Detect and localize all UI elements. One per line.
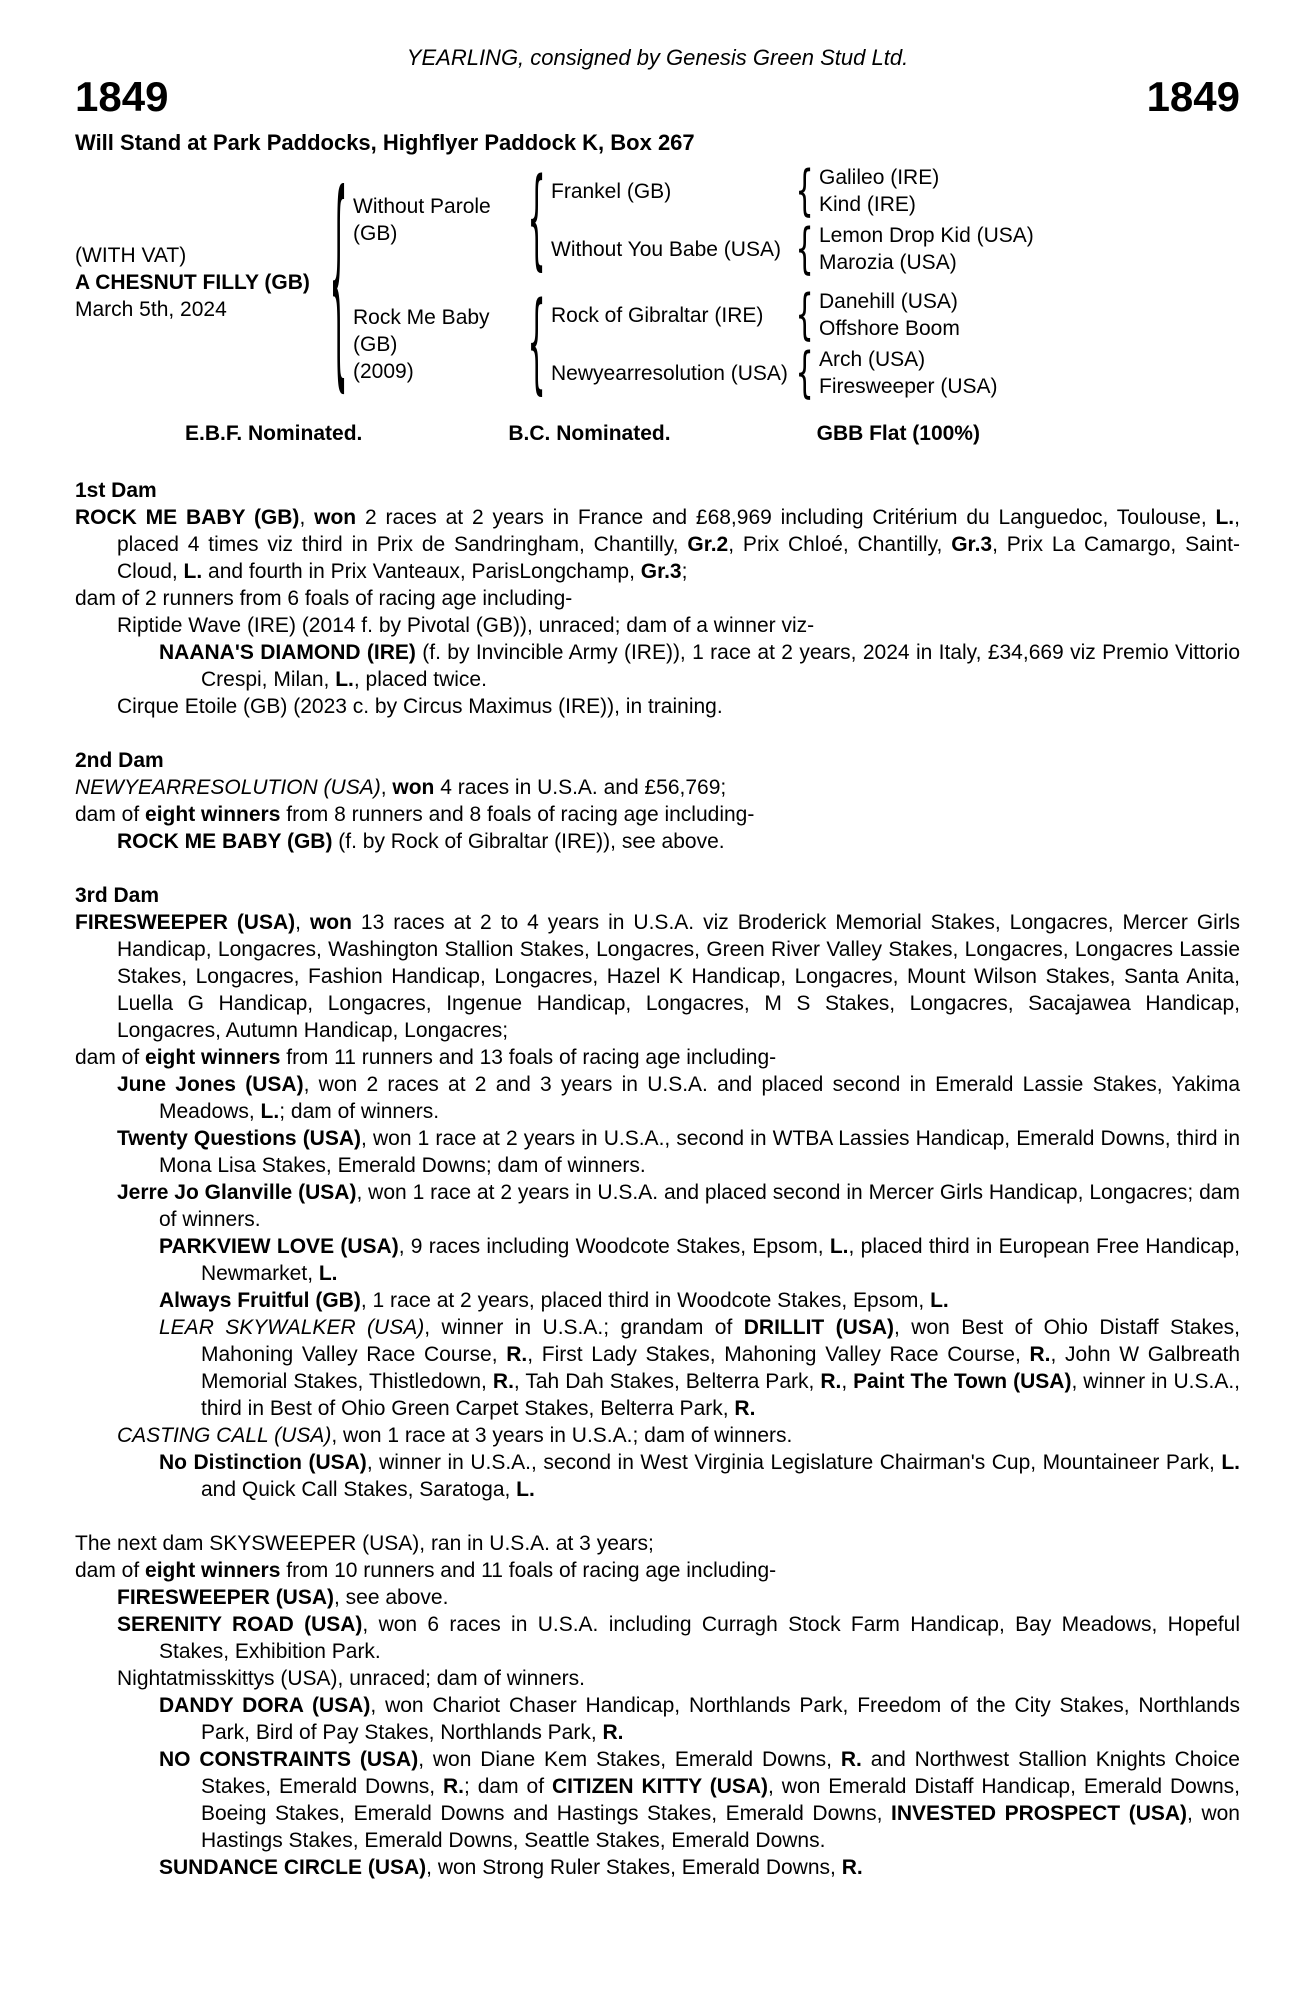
text-run: SUNDANCE CIRCLE (USA) (159, 1856, 427, 1880)
text-run: from 8 runners and 8 foals of racing age including- (280, 803, 755, 827)
text-run: won (314, 506, 357, 530)
text-run: , placed third in European Free Handicap, Newmarket, (201, 1235, 1240, 1286)
text-run: L. (318, 1262, 338, 1286)
text-run: dam of (75, 1559, 146, 1583)
pedigree-paragraph (75, 1530, 1240, 1557)
text-run: 4 races in U.S.A. and £56,769; (434, 776, 727, 800)
text-run: from 10 runners and 11 foals of racing age including- (280, 1559, 777, 1583)
text-run: ; dam of winners. (279, 1100, 440, 1124)
text-run: , Tah Dah Stakes, Belterra Park, (513, 1370, 821, 1394)
granddam-name: Kind (IRE) (819, 193, 916, 217)
vat-note: (WITH VAT) (75, 243, 187, 267)
text-run: L. (930, 1289, 949, 1313)
text-run: , placed 4 times viz third in Prix de Sandringham, Chantilly, (117, 506, 1240, 557)
text-run: eight winners (145, 803, 281, 827)
text-run: , winner in U.S.A., third in Best of Ohio Green Carpet Stakes, Belterra Park, (201, 1370, 1240, 1421)
text-run: R. (820, 1370, 842, 1394)
text-run: The next dam SKYSWEEPER (USA), ran in U.S.A. at 3 years; (75, 1532, 654, 1556)
pedigree-paragraph (75, 1233, 1240, 1287)
grandsire-name: Danehill (USA) (819, 290, 958, 314)
text-run: , Prix Chloé, Chantilly, (728, 533, 952, 557)
text-run: NEWYEARRESOLUTION (USA) (75, 776, 381, 800)
lot-number-right: 1849 (1146, 73, 1240, 120)
dam-name-text: Rock Me Baby (GB) (353, 305, 490, 356)
text-run: (f. by Invincible Army (IRE)), 1 race at 2 years, 2024 in Italy, £34,669 viz Premio Vittorio Crespi, Milan, (201, 641, 1240, 692)
text-run: R. (506, 1343, 528, 1367)
lot-number-row (75, 75, 1240, 119)
nominations-row (75, 420, 1240, 447)
text-run: eight winners (145, 1046, 281, 1070)
sire-sire-name: Frankel (GB) (551, 179, 672, 203)
text-run: Paint The Town (USA) (853, 1370, 1072, 1394)
text-run: , won Hastings Stakes, Emerald Downs, Seattle Stakes, Emerald Downs. (201, 1802, 1240, 1853)
text-run: dam of (75, 1046, 146, 1070)
text-run: Nightatmisskittys (USA), unraced; dam of winners. (117, 1667, 585, 1691)
text-run: ROCK ME BABY (GB) (117, 830, 333, 854)
text-run: R. (841, 1856, 863, 1880)
text-run: , Prix La Camargo, Saint-Cloud, (117, 533, 1240, 584)
text-run: , placed twice. (353, 668, 487, 692)
text-run: dam of (75, 803, 146, 827)
text-run: , won Chariot Chaser Handicap, Northlands Park, Freedom of the City Stakes, Northlands Park, Bird of Pay Stakes, Northlands Park, (201, 1694, 1240, 1745)
grandsire-name: Galileo (IRE) (819, 166, 940, 190)
lot-number-left: 1849 (75, 73, 169, 120)
text-run: , (295, 911, 310, 935)
generation-tree (353, 157, 1240, 408)
text-run: dam of 2 runners from 6 foals of racing age including- (75, 587, 573, 611)
pedigree-paragraph (75, 1314, 1240, 1422)
foaling-date: March 5th, 2024 (75, 297, 227, 321)
pedigree-paragraph (75, 1125, 1240, 1179)
text-run: DRILLIT (USA) (743, 1316, 894, 1340)
dam-year: (2009) (353, 359, 414, 383)
text-run: LEAR SKYWALKER (USA) (159, 1316, 425, 1340)
pedigree-paragraph (75, 1665, 1240, 1692)
dam-sire-grandparents (819, 288, 1240, 342)
text-run: Jerre Jo Glanville (USA) (117, 1181, 357, 1205)
text-run: PARKVIEW LOVE (USA) (159, 1235, 399, 1259)
text-run: , John W Galbreath Memorial Stakes, Thistledown, (201, 1343, 1240, 1394)
text-run: eight winners (145, 1559, 281, 1583)
sire-dam-grandparents (819, 222, 1240, 276)
dam-brace (523, 281, 551, 408)
text-run: , winner in U.S.A., second in West Virginia Legislature Chairman's Cup, Mountaineer Park, (366, 1451, 1222, 1475)
animal-info (75, 242, 325, 323)
text-run: Twenty Questions (USA) (117, 1127, 362, 1151)
dam-heading: 1st Dam (75, 479, 157, 503)
text-run: Always Fruitful (GB) (159, 1289, 361, 1313)
dam-sire-brace (791, 283, 819, 347)
sire-dam-name: Without You Babe (USA) (551, 237, 781, 261)
grandsire-name: Lemon Drop Kid (USA) (819, 224, 1034, 248)
dam-heading: 3rd Dam (75, 884, 160, 908)
text-run: , (299, 506, 315, 530)
text-run: Gr.3 (951, 533, 993, 557)
text-run: , won 2 races at 2 and 3 years in U.S.A. and placed second in Emerald Lassie Stakes, Yakima Meadows, (159, 1073, 1240, 1124)
text-run: , (841, 1370, 854, 1394)
text-run: June Jones (USA) (117, 1073, 304, 1097)
dam-sire-block (551, 283, 1240, 347)
pedigree-paragraph (75, 828, 1240, 855)
dam-section (75, 477, 1240, 720)
text-run: ROCK ME BABY (GB) (75, 506, 300, 530)
text-run: , won 1 race at 2 years in U.S.A., second in WTBA Lassies Handicap, Emerald Downs, third in Mona Lisa Stakes, Emerald Downs; dam of winners. (159, 1127, 1240, 1178)
sire-name: Without Parole (GB) (353, 195, 491, 246)
text-run: won (309, 911, 352, 935)
pedigree-table (75, 150, 1240, 415)
text-run: FIRESWEEPER (USA) (117, 1586, 335, 1610)
text-run: R. (1029, 1343, 1051, 1367)
text-run: , 9 races including Woodcote Stakes, Epsom, (398, 1235, 830, 1259)
text-run: , won Best of Ohio Distaff Stakes, Mahoning Valley Race Course, (201, 1316, 1240, 1367)
sire-block (353, 157, 1240, 284)
pedigree-paragraph (75, 612, 1240, 639)
dam-dam-name: Newyearresolution (USA) (551, 361, 788, 385)
dam-dam-block (551, 341, 1240, 405)
text-run: Riptide Wave (IRE) (2014 f. by Pivotal (GB)), unraced; dam of a winner viz- (117, 614, 815, 638)
pedigree-paragraph (75, 801, 1240, 828)
pedigree-paragraph (75, 1287, 1240, 1314)
text-run: L. (335, 668, 354, 692)
granddam-name: Firesweeper (USA) (819, 375, 998, 399)
text-run: , winner in U.S.A.; grandam of (424, 1316, 744, 1340)
main-brace (325, 150, 353, 415)
text-run: R. (734, 1397, 756, 1421)
ebf-nomination: E.B.F. Nominated. (185, 422, 363, 446)
text-run: , won Emerald Distaff Handicap, Emerald Downs, Boeing Stakes, Emerald Downs and Hastings Stakes, Emerald Downs, (201, 1775, 1240, 1826)
text-run: L. (1215, 506, 1235, 530)
dam-heading: 2nd Dam (75, 749, 164, 773)
sire-brace (523, 157, 551, 284)
text-run: CITIZEN KITTY (USA) (551, 1775, 769, 1799)
pedigree-paragraph (75, 585, 1240, 612)
text-run: L. (183, 560, 203, 584)
pedigree-body (75, 477, 1240, 1881)
text-run: won (392, 776, 435, 800)
pedigree-paragraph (75, 1584, 1240, 1611)
text-run: Cirque Etoile (GB) (2023 c. by Circus Maximus (IRE)), in training. (117, 695, 723, 719)
brace-glyph: { (329, 150, 349, 415)
pedigree-paragraph (75, 1071, 1240, 1125)
dam-dam-brace (791, 341, 819, 405)
sire-sire-brace (791, 159, 819, 223)
pedigree-paragraph (75, 504, 1240, 585)
sire-sire-block (551, 159, 1240, 223)
gbb-status: GBB Flat (100%) (816, 422, 980, 446)
consignor-line: YEARLING, consigned by Genesis Green Stud Ltd. (406, 45, 909, 70)
pedigree-paragraph (75, 1449, 1240, 1503)
brace-glyph: { (795, 217, 815, 281)
dam-sire-name: Rock of Gibraltar (IRE) (551, 303, 764, 327)
sire-dam-brace (791, 217, 819, 281)
text-run: L. (516, 1478, 535, 1502)
text-run: and Northwest Stallion Knights Choice Stakes, Emerald Downs, (201, 1748, 1240, 1799)
text-run: Gr.3 (640, 560, 682, 584)
text-run: , won 1 race at 3 years in U.S.A.; dam of winners. (331, 1424, 793, 1448)
text-run: from 11 runners and 13 foals of racing age including- (280, 1046, 777, 1070)
text-run: , won 6 races in U.S.A. including Curragh Stock Farm Handicap, Bay Meadows, Hopeful Stakes, Exhibition Park. (159, 1613, 1240, 1664)
brace-glyph: { (795, 283, 815, 347)
dam-section (75, 1530, 1240, 1881)
animal-description: A CHESNUT FILLY (GB) (75, 270, 310, 294)
text-run: R. (492, 1370, 514, 1394)
text-run: , won Strong Ruler Stakes, Emerald Downs, (426, 1856, 842, 1880)
text-run: 13 races at 2 to 4 years in U.S.A. viz Broderick Memorial Stakes, Longacres, Mercer Girls Handicap, Longacres, Washington Stallion Stakes, Longacres, Green River Valley Stakes, Longacres, Longacres Lassie Stakes, Longacres, Fashion Handicap, Longacres, Hazel K Handicap, Longacres, Mount Wilson Stakes, Santa Anita, Luella G Handicap, Longacres, Ingenue Handicap, Longacres, M S Stakes, Longacres, Sacajawea Handicap, Longacres, Autumn Handicap, Longacres; (117, 911, 1241, 1043)
brace-glyph: { (795, 159, 815, 223)
text-run: (f. by Rock of Gibraltar (IRE)), see above. (332, 830, 725, 854)
text-run: , won 1 race at 2 years in U.S.A. and placed second in Mercer Girls Handicap, Longacres; dam of winners. (159, 1181, 1240, 1232)
dam-section (75, 882, 1240, 1503)
pedigree-paragraph (75, 909, 1240, 1044)
text-run: R. (443, 1775, 464, 1799)
pedigree-paragraph (75, 693, 1240, 720)
sire-parents (551, 159, 1240, 281)
text-run: R. (840, 1748, 862, 1772)
text-run: , won Diane Kem Stakes, Emerald Downs, (418, 1748, 841, 1772)
text-run: L. (1221, 1451, 1241, 1475)
text-run: FIRESWEEPER (USA) (75, 911, 296, 935)
dam-dam-grandparents (819, 346, 1240, 400)
stand-location-line: Will Stand at Park Paddocks, Highflyer Paddock K, Box 267 (75, 130, 695, 156)
sire-dam-block (551, 217, 1240, 281)
text-run: , see above. (334, 1586, 449, 1610)
text-run: SERENITY ROAD (USA) (117, 1613, 363, 1637)
text-run: ; (681, 560, 688, 584)
text-run: , 1 race at 2 years, placed third in Woodcote Stakes, Epsom, (360, 1289, 931, 1313)
dam-parents (551, 283, 1240, 405)
brace-glyph: { (527, 157, 547, 284)
pedigree-paragraph (75, 1422, 1240, 1449)
text-run: , (380, 776, 393, 800)
pedigree-paragraph (75, 1692, 1240, 1746)
dam-section (75, 747, 1240, 855)
text-run: and Quick Call Stakes, Saratoga, (201, 1478, 517, 1502)
text-run: Gr.2 (687, 533, 729, 557)
pedigree-paragraph (75, 774, 1240, 801)
pedigree-paragraph (75, 1179, 1240, 1233)
text-run: DANDY DORA (USA) (159, 1694, 371, 1718)
grandsire-name: Arch (USA) (819, 348, 926, 372)
granddam-name: Offshore Boom (819, 317, 960, 341)
dam-block (353, 281, 1240, 408)
pedigree-paragraph (75, 1854, 1240, 1881)
bc-nomination: B.C. Nominated. (508, 422, 671, 446)
text-run: R. (602, 1721, 624, 1745)
sire-sire-grandparents (819, 164, 1240, 218)
brace-glyph: { (527, 281, 547, 408)
pedigree-paragraph (75, 1611, 1240, 1665)
text-run: CASTING CALL (USA) (117, 1424, 332, 1448)
text-run: NO CONSTRAINTS (USA) (159, 1748, 419, 1772)
text-run: L. (260, 1100, 280, 1124)
text-run: ; dam of (464, 1775, 552, 1799)
pedigree-paragraph (75, 1044, 1240, 1071)
text-run: 2 races at 2 years in France and £68,969 including Critérium du Languedoc, Toulouse, (356, 506, 1216, 530)
pedigree-paragraph (75, 1746, 1240, 1854)
text-run: and fourth in Prix Vanteaux, ParisLongchamp, (202, 560, 641, 584)
brace-glyph: { (795, 341, 815, 405)
text-run: , First Lady Stakes, Mahoning Valley Race Course, (527, 1343, 1030, 1367)
granddam-name: Marozia (USA) (819, 251, 957, 275)
pedigree-paragraph (75, 639, 1240, 693)
text-run: L. (829, 1235, 849, 1259)
pedigree-paragraph (75, 1557, 1240, 1584)
text-run: NAANA'S DIAMOND (IRE) (159, 641, 416, 665)
dam-name (353, 304, 523, 385)
text-run: INVESTED PROSPECT (USA) (891, 1802, 1188, 1826)
text-run: No Distinction (USA) (159, 1451, 367, 1475)
